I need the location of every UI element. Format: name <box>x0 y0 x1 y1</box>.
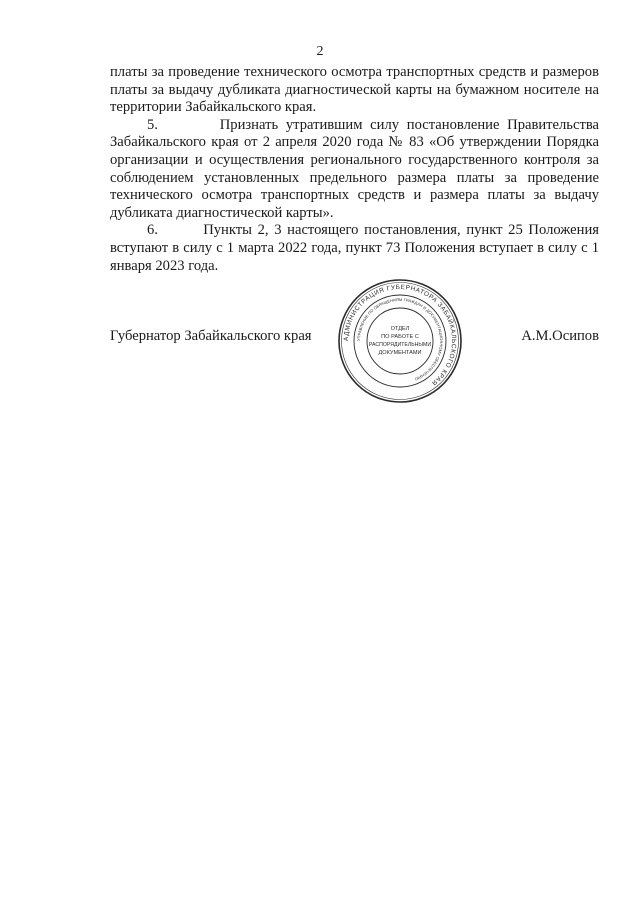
paragraph-item-5: 5. Признать утратившим силу постановление Правительства Забайкальского края от 2 апреля 2020 года № 83 «Об утверждении Порядка организации и осуществления регионального государственного контроля за соблюдением установленных предельного размера платы за проведение технического осмотра транспортных средств и размера платы за выдачу дубликата диагностической карты». <box>110 116 599 221</box>
document-body <box>110 64 599 275</box>
seal-middle-border <box>354 295 446 387</box>
seal-graphic <box>335 276 465 406</box>
signatory-title: Губернатор Забайкальского края <box>110 328 312 344</box>
seal-inner-text: УПРАВЛЕНИЕ ПО ОБРАЩЕНИЯМ ГРАЖДАН И ДОКУМЕНТАЦИОННОМУ ОБЕСПЕЧЕНИЮ <box>355 296 445 382</box>
seal-center-line-4: ДОКУМЕНТАМИ <box>378 350 422 356</box>
seal-inner-border <box>367 308 433 374</box>
seal-center-line-2: ПО РАБОТЕ С <box>381 334 419 340</box>
paragraph-item-6: 6. Пункты 2, 3 настоящего постановления, пункт 25 Положения вступают в силу с 1 марта 2022 года, пункт 73 Положения вступает в силу с 1 января 2023 года. <box>110 222 599 274</box>
seal-center-line-3: РАСПОРЯДИТЕЛЬНЫМИ <box>368 342 432 348</box>
paragraph-continuation: платы за проведение технического осмотра транспортных средств и размеров платы за выдачу дубликата диагностической карты на бумажном носителе на территории Забайкальского края. <box>110 64 599 116</box>
signatory-name: А.М.Осипов <box>521 328 599 344</box>
official-seal <box>335 276 465 406</box>
seal-outer-text: АДМИНИСТРАЦИЯ ГУБЕРНАТОРА ЗАБАЙКАЛЬСКОГО КРАЯ <box>342 283 458 387</box>
seal-center-line-1: ОТДЕЛ <box>390 326 410 332</box>
page-number: 2 <box>316 44 324 59</box>
